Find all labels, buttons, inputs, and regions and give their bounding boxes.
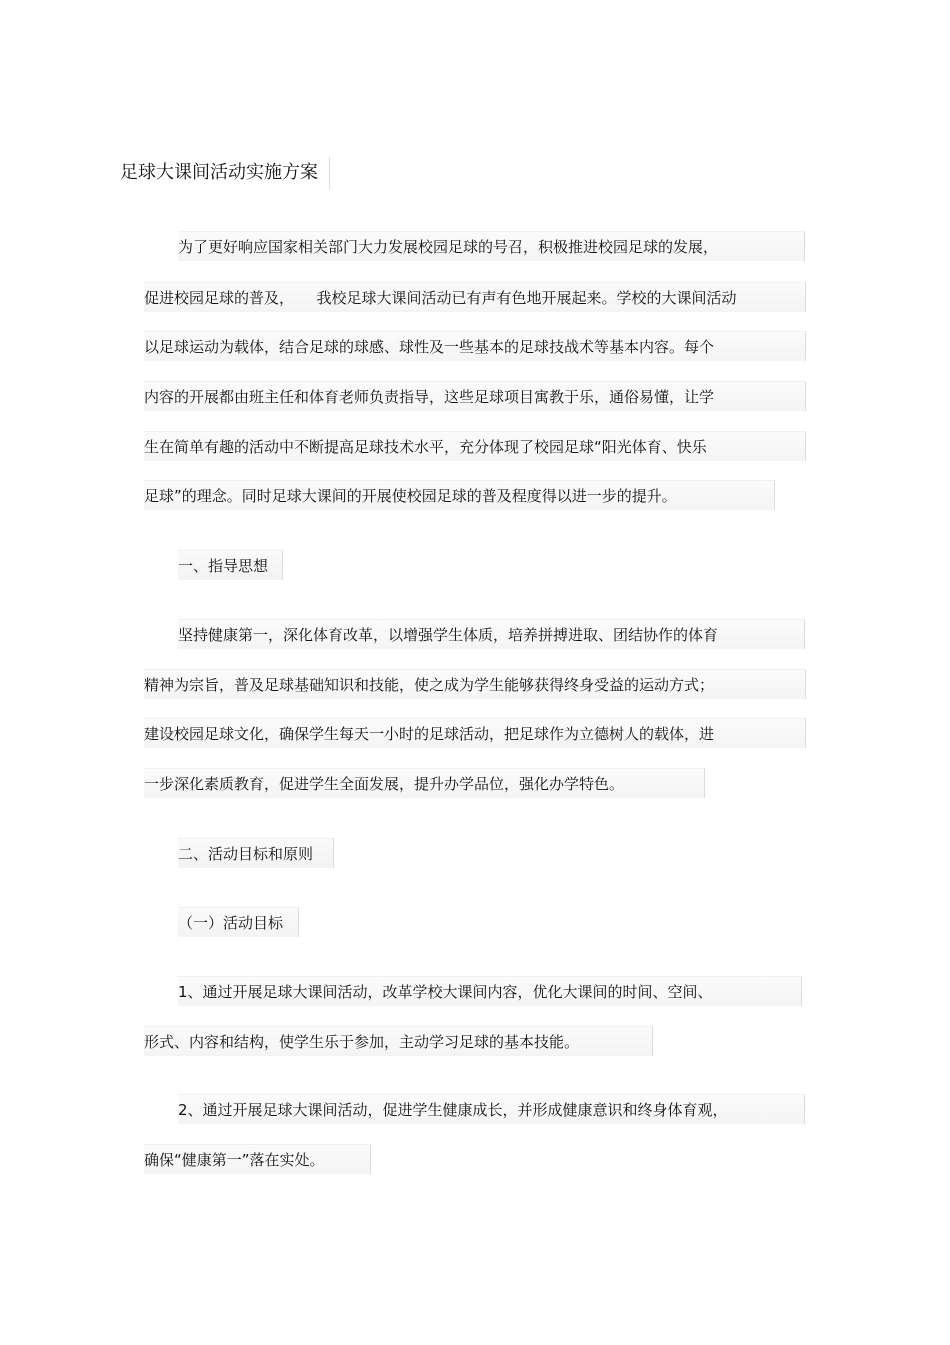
paragraph-line: 以足球运动为载体，结合足球的球感、球性及一些基本的足球技战术等基本内容。每个 — [144, 331, 806, 361]
paragraph-line: 精神为宗旨，普及足球基础知识和技能，使之成为学生能够获得终身受益的运动方式； — [144, 669, 806, 699]
list-item-line: 1、通过开展足球大课间活动，改革学校大课间内容，优化大课间的时间、空间、 — [178, 976, 802, 1006]
paragraph-line: 足球”的理念。同时足球大课间的开展使校园足球的普及程度得以进一步的提升。 — [144, 480, 775, 510]
section-heading: 一、指导思想 — [178, 550, 283, 580]
list-item-line: 形式、内容和结构，使学生乐于参加，主动学习足球的基本技能。 — [144, 1026, 653, 1056]
paragraph-line: 坚持健康第一，深化体育改革，以增强学生体质，培养拼搏进取、团结协作的体育 — [178, 619, 805, 649]
list-item-line: 2、通过开展足球大课间活动，促进学生健康成长，并形成健康意识和终身体育观， — [178, 1094, 805, 1124]
subsection-heading: （一）活动目标 — [178, 907, 299, 937]
section-heading: 二、活动目标和原则 — [178, 838, 334, 868]
list-item-line: 确保“健康第一”落在实处。 — [144, 1144, 371, 1174]
paragraph-line: 建设校园足球文化，确保学生每天一小时的足球活动，把足球作为立德树人的载体，进 — [144, 718, 806, 748]
paragraph-line: 生在简单有趣的活动中不断提高足球技术水平，充分体现了校园足球“阳光体育、快乐 — [144, 431, 806, 461]
document-title: 足球大课间活动实施方案 — [120, 157, 330, 189]
paragraph-line: 为了更好响应国家相关部门大力发展校园足球的号召，积极推进校园足球的发展， — [178, 231, 805, 261]
paragraph-line: 内容的开展都由班主任和体育老师负责指导，这些足球项目寓教于乐，通俗易懂，让学 — [144, 381, 806, 411]
paragraph-line: 一步深化素质教育，促进学生全面发展，提升办学品位，强化办学特色。 — [144, 768, 705, 798]
paragraph-line: 促进校园足球的普及， 我校足球大课间活动已有声有色地开展起来。学校的大课间活动 — [144, 282, 806, 312]
